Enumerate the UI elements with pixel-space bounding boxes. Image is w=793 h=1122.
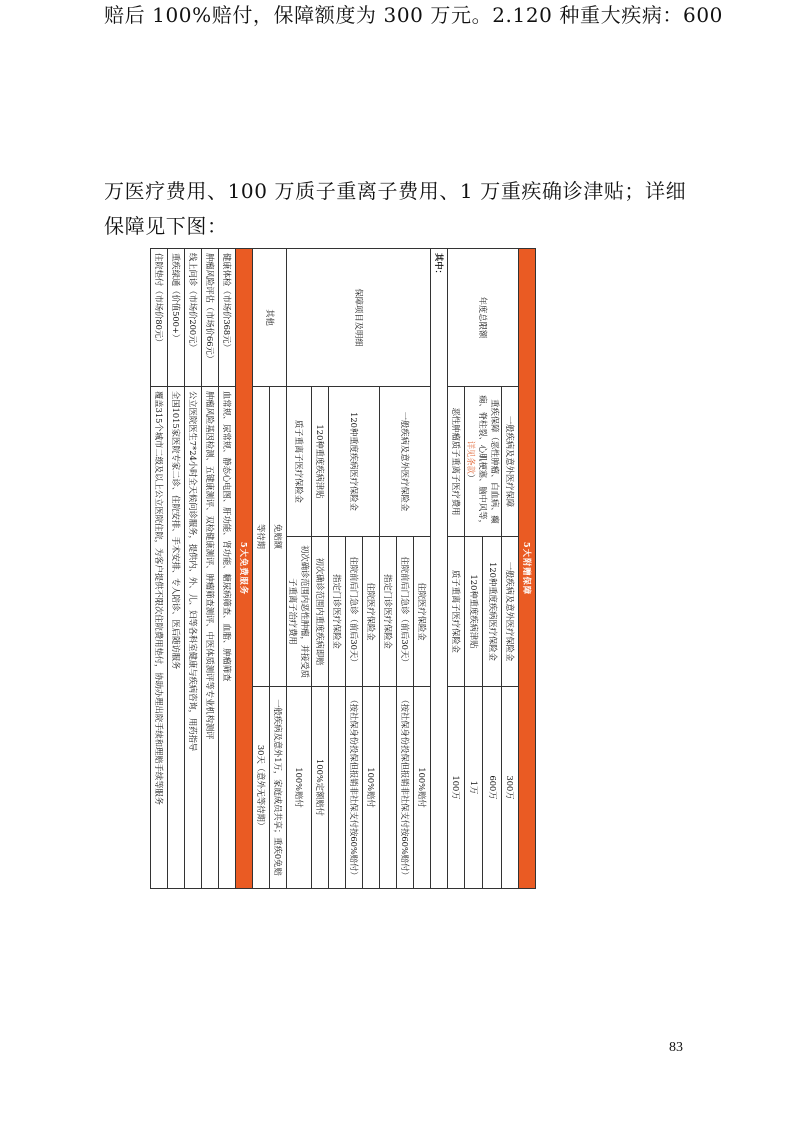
insurance-table-frame [154,248,536,888]
service-name: 住院垫付（市场价80元） [151,249,168,387]
table-row [270,249,287,889]
insurance-benefits-table [150,248,536,889]
other-label: 其他 [253,249,287,387]
page-number: 83 [669,1040,683,1055]
service-name: 健康体检（市场价368元） [219,249,236,387]
service-desc: 覆盖315个城市二级及以上公立医院住院，为客户提供不限次住院费用垫付，协助办理出院手续和理赔手续等服务 [151,387,168,889]
table-cell: （按社保身份投保但报销非社保支付按60%赔付） [397,687,414,889]
paragraph-line-1: 赔后 100%赔付，保障额度为 300 万元。2.120 种重大疾病：600 [104,3,724,27]
table-cell: 120种重度疾病津贴 [312,387,329,537]
table-row [168,249,185,889]
rotated-table [154,248,536,888]
table-cell: 100%赔付 [287,687,312,889]
table-cell: （按社保身份投保但报销非社保支付按60%赔付） [346,687,363,889]
table-row [202,249,219,889]
paragraph-line-3: 保障见下图： [104,214,228,238]
service-name: 肿瘤风险评估（市场价66元） [202,249,219,387]
service-desc: 血常规、尿常规、静态心电图、肝功能、肾功能、糖尿病筛查、血脂、肿瘤筛查 [219,387,236,889]
table-cell: 一般疾病及意外医疗保险金 [502,537,519,687]
table-cell: 120种重度疾病医疗保险金 [483,537,502,687]
header-free-services: 5大免费服务 [236,249,253,889]
table-cell: 住院医疗保险金 [414,537,431,687]
table-cell: 免赔额 [270,387,287,687]
table-cell: 300万 [502,687,519,889]
header-benefits: 5大附赠保障 [519,249,536,889]
table-cell: 住院前后门急诊（前后30天） [397,537,414,687]
of-which-label: 其中： [431,249,448,889]
header-row-services [236,249,253,889]
table-row [502,249,519,889]
table-cell: 一般疾病及意外医疗保障 [502,387,519,537]
closing-paren: ） [466,473,476,483]
table-cell [465,387,502,537]
table-cell: 住院前后门急诊（前后30天） [346,537,363,687]
table-cell: 120种重度疾病津贴 [465,537,484,687]
table-cell: 初次确诊范围内重度疾病即赔 [312,537,329,687]
table-cell: 住院医疗保险金 [363,537,380,687]
table-row [431,249,448,889]
table-cell: 初次确诊范围内恶性肿瘤，并接受质子重离子治疗费用 [287,537,312,687]
paragraph-line-2: 万医疗费用、100 万质子重离子费用、1 万重疾确诊津贴；详细 [104,179,687,203]
table-row [185,249,202,889]
table-cell: 100万 [448,687,465,889]
see-terms-link: 详见条款 [466,440,476,474]
table-cell: 600万 [483,687,502,889]
table-cell: 质子重离子医疗保险金 [448,537,465,687]
intro-paragraph [104,0,724,31]
service-desc: 全国1015家医院专家二诊、住院安排、手术安排、专人陪诊、医后随访服务 [168,387,185,889]
table-cell: 30天（意外无等待期） [253,687,270,889]
table-cell: 指定门诊医疗保险金 [380,537,397,687]
table-cell [380,687,397,889]
service-name: 重疾绿通（价值500+） [168,249,185,387]
table-cell: 一般疾病及意外医疗保险金 [380,387,431,537]
table-cell: 1万 [465,687,484,889]
table-row [219,249,236,889]
table-cell: 100%赔付 [363,687,380,889]
paragraph-line-3-holder [104,211,704,242]
service-desc: 公立医院医生7*24小时全天候问诊服务，提供内、外、儿、妇等各科室健康与疾病咨询，用药指导 [185,387,202,889]
header-row-benefits [519,249,536,889]
table-cell: 一般疾病及意外1万，家庭成员共享；重疾0免赔 [270,687,287,889]
table-cell: 120种重度疾病医疗保险金 [329,387,380,537]
table-row [151,249,168,889]
table-cell: 100%赔付 [414,687,431,889]
critical-illness-text: 重疾保障（恶性肿瘤、白血病、癫痫、脊柱裂、心肌梗塞、脑中风等， [478,395,500,528]
table-cell [329,687,346,889]
service-desc: 肿瘤风险基因检测、五键康测评、双检健康测评、肿瘤筛查测评、中医体质测评等专业机构测评 [202,387,219,889]
table-cell: 恶性肿瘤质子重离子医疗费用 [448,387,465,537]
table-cell: 等待期 [253,387,270,687]
total-limit-label: 年度总限额 [448,249,519,387]
paragraph-line-2-holder [104,176,704,207]
service-name: 线上问诊（市场价200元） [185,249,202,387]
table-cell: 指定门诊医疗保险金 [329,537,346,687]
table-cell: 100%定额赔付 [312,687,329,889]
table-cell: 质子重离子医疗保险金 [287,387,312,537]
table-row [414,249,431,889]
detail-label: 保障项目及明细 [287,249,431,387]
